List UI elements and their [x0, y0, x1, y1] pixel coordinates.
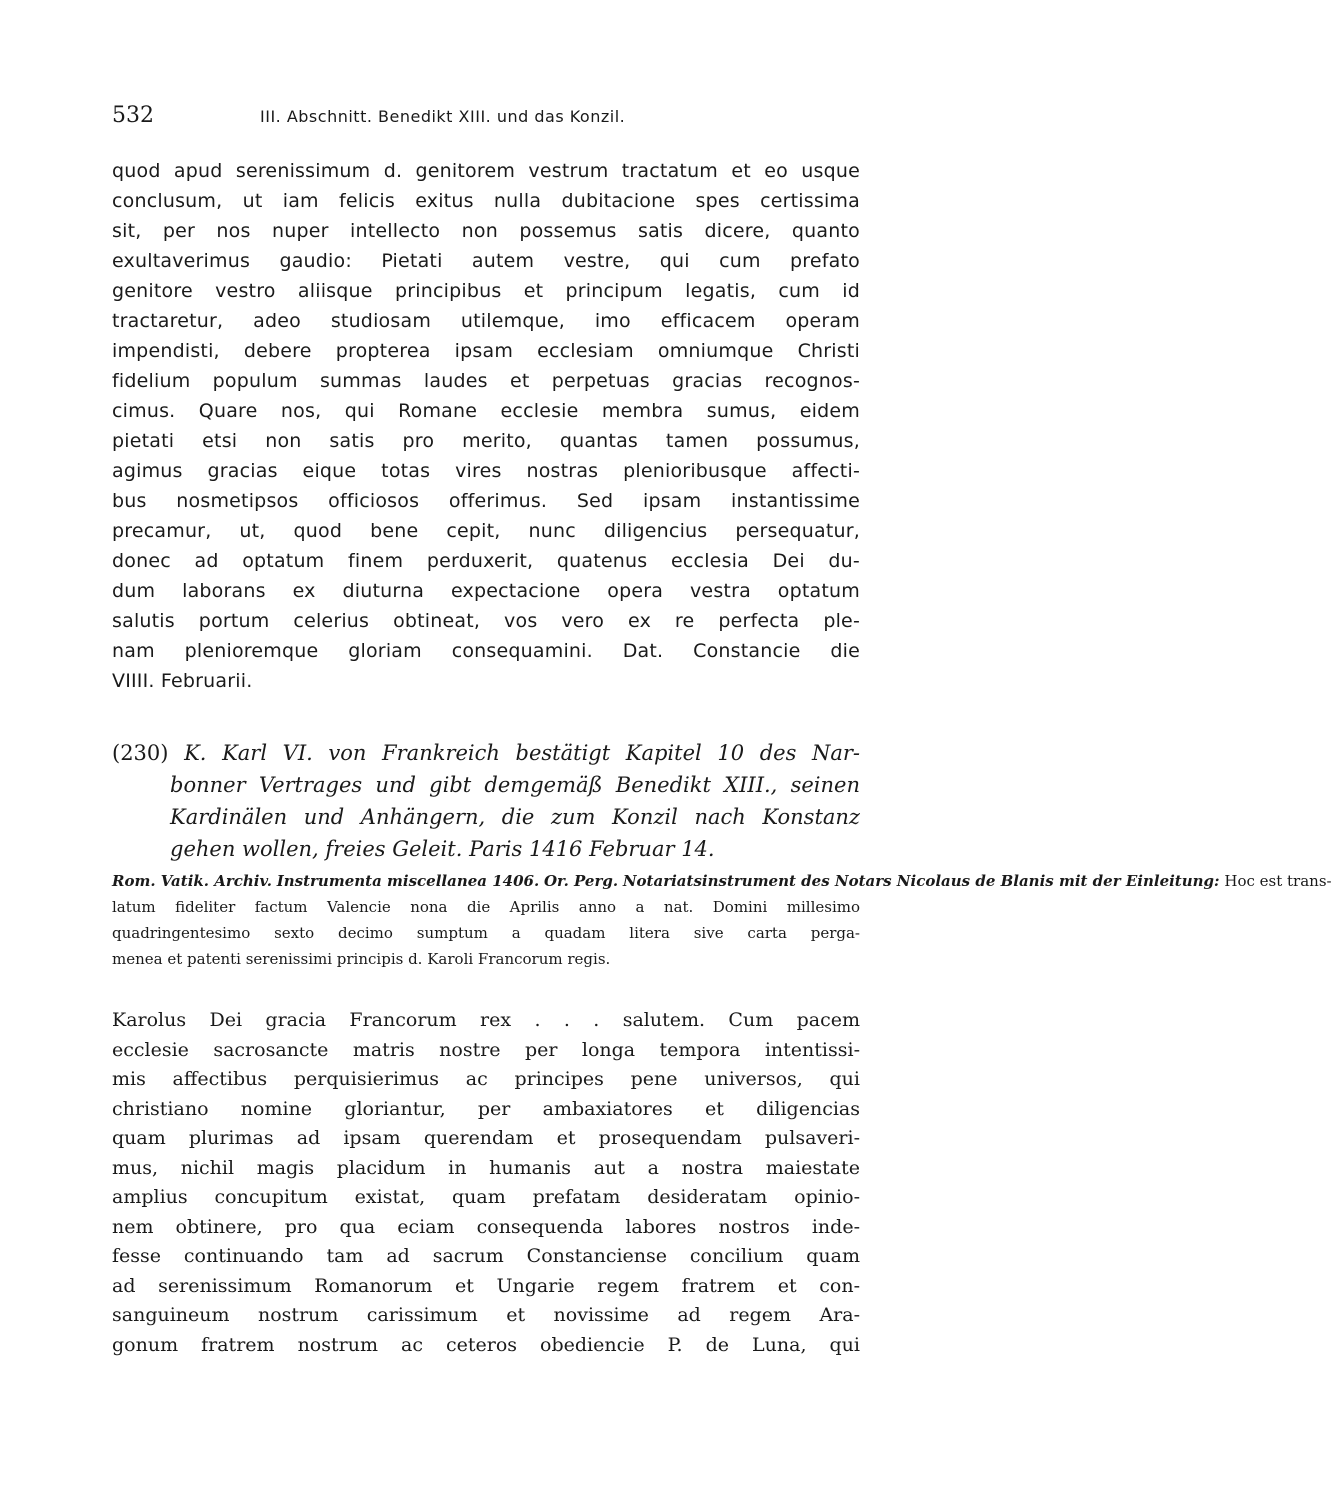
document-regest	[112, 737, 860, 865]
text-line: precamur, ut, quod bene cepit, nunc diligencius persequatur,	[112, 520, 860, 542]
text-line: ecclesie sacrosancte matris nostre per longa tempora intentissi-	[112, 1038, 860, 1061]
regest-line: gehen wollen, freies Geleit. Paris 1416 Februar 14.	[170, 837, 715, 861]
regest-line	[112, 737, 860, 769]
text-line: nem obtinere, pro qua eciam consequenda labores nostros inde-	[112, 1215, 860, 1238]
text-line: agimus gracias eique totas vires nostras plenioribusque affecti-	[112, 460, 860, 482]
source-line: menea et patenti serenissimi principis d. Karoli Francorum regis.	[112, 950, 611, 968]
text-line: conclusum, ut iam felicis exitus nulla dubitacione spes certissima	[112, 190, 860, 212]
text-line: nam plenioremque gloriam consequamini. Dat. Constancie die	[112, 640, 860, 662]
text-line: salutis portum celerius obtineat, vos vero ex re perfecta ple-	[112, 610, 860, 632]
text-line: cimus. Quare nos, qui Romane ecclesie membra sumus, eidem	[112, 400, 860, 422]
page-number: 532	[112, 103, 154, 128]
source-line	[112, 868, 1332, 894]
source-line: quadringentesimo sexto decimo sumptum a quadam litera sive carta perga-	[112, 924, 860, 942]
text-line: quod apud serenissimum d. genitorem vestrum tractatum et eo usque	[112, 160, 860, 182]
source-collection: Instrumenta miscellanea 1406.	[276, 872, 540, 890]
text-line: tractaretur, adeo studiosam utilemque, imo efficacem operam	[112, 310, 860, 332]
source-description: Notariatsinstrument des Notars Nicolaus de Blanis mit der Einleitung:	[622, 872, 1220, 890]
text-line: genitore vestro aliisque principibus et principum legatis, cum id	[112, 280, 860, 302]
text-line: sit, per nos nuper intellecto non possemus satis dicere, quanto	[112, 220, 860, 242]
letter-text	[112, 156, 860, 696]
text-line: fidelium populum summas laudes et perpetuas gracias recognos-	[112, 370, 860, 392]
document-number: (230)	[112, 741, 169, 765]
text-line: mus, nichil magis placidum in humanis aut a nostra maiestate	[112, 1156, 860, 1179]
text-line: impendisti, debere propterea ipsam ecclesiam omniumque Christi	[112, 340, 860, 362]
source-line: latum fideliter factum Valencie nona die Aprilis anno a nat. Domini millesimo	[112, 898, 860, 916]
text-line: quam plurimas ad ipsam querendam et prosequendam pulsaveri-	[112, 1127, 860, 1149]
source-archive: Rom. Vatik. Archiv.	[112, 872, 272, 890]
text-line: sanguineum nostrum carissimum et novissime ad regem Ara-	[112, 1304, 860, 1326]
text-line: amplius concupitum existat, quam prefatam desideratam opinio-	[112, 1186, 860, 1208]
source-original: Or. Perg.	[543, 872, 619, 890]
running-title: III. Abschnitt. Benedikt XIII. und das Konzil.	[260, 107, 626, 126]
text-line: gonum fratrem nostrum ac ceteros obediencie P. de Luna, qui	[112, 1333, 860, 1356]
source-excerpt: Hoc est trans-	[1224, 872, 1332, 890]
charter-text	[112, 1006, 860, 1360]
regest-line: Kardinälen und Anhängern, die zum Konzil nach Konstanz	[170, 805, 860, 829]
regest-text: K. Karl VI. von Frankreich bestätigt Kapitel 10 des Nar-	[184, 741, 860, 765]
text-line: mis affectibus perquisierimus ac principes pene universos, qui	[112, 1068, 860, 1090]
text-line: christiano nomine gloriantur, per ambaxiatores et diligencias	[112, 1097, 860, 1120]
text-line: fesse continuando tam ad sacrum Constanciense concilium quam	[112, 1245, 860, 1267]
text-line: exultaverimus gaudio: Pietati autem vestre, qui cum prefato	[112, 250, 860, 272]
text-line: bus nosmetipsos officiosos offerimus. Sed ipsam instantissime	[112, 490, 860, 512]
page-header	[112, 103, 860, 139]
source-note	[112, 868, 1332, 972]
regest-line: bonner Vertrages und gibt demgemäß Benedikt XIII., seinen	[170, 773, 860, 797]
text-line: VIIII. Februarii.	[112, 670, 253, 692]
text-line: pietati etsi non satis pro merito, quantas tamen possumus,	[112, 430, 860, 452]
text-line: dum laborans ex diuturna expectacione opera vestra optatum	[112, 580, 860, 602]
text-line: Karolus Dei gracia Francorum rex . . . salutem. Cum pacem	[112, 1009, 860, 1031]
text-line: donec ad optatum finem perduxerit, quatenus ecclesia Dei du-	[112, 550, 860, 572]
text-line: ad serenissimum Romanorum et Ungarie regem fratrem et con-	[112, 1274, 860, 1297]
